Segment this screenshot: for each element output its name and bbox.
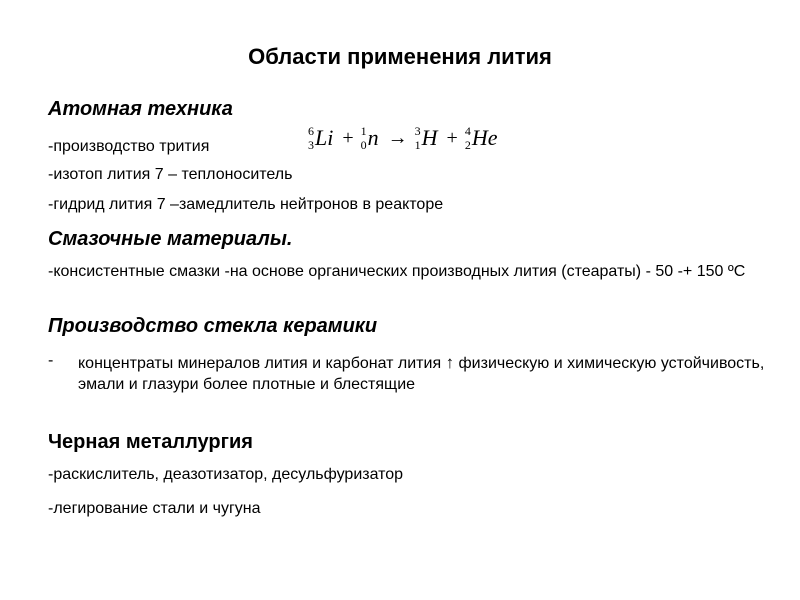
up-arrow-icon: ↑ — [445, 353, 455, 372]
bullet-dash: - — [48, 352, 54, 369]
heading-nuclear: Атомная техника — [48, 98, 233, 120]
lithium-nuclide: 6 3 Li — [308, 124, 334, 152]
neutron-nuclide: 1 0 n — [360, 124, 379, 152]
heading-glass: Производство стекла керамики — [48, 315, 378, 337]
list-item: -раскислитель, деазотизатор, десульфуризатор — [48, 466, 404, 483]
heading-lubricants: Смазочные материалы. — [48, 228, 293, 250]
plus-sign: + — [342, 126, 354, 149]
page-title: Области применения лития — [248, 44, 552, 69]
nuclear-reaction-formula — [308, 124, 499, 160]
list-item: -гидрид лития 7 –замедлитель нейтронов в реакторе — [48, 196, 444, 213]
tritium-nuclide: 3 1 H — [414, 124, 438, 152]
list-item: -изотоп лития 7 – теплоноситель — [48, 166, 293, 183]
reaction-arrow-icon: → — [387, 126, 408, 149]
list-item: концентраты минералов лития и карбонат лития ↑ физическую и химическую устойчивость, эмали и глазури более плотные и блестящие — [78, 353, 765, 393]
helium-nuclide: 4 2 He — [464, 124, 498, 152]
plus-sign: + — [446, 126, 458, 149]
list-item: -легирование стали и чугуна — [48, 500, 261, 517]
list-item: -консистентные смазки -на основе органических производных лития (стеараты) - 50 -+ 150 ºС — [48, 263, 746, 280]
list-item: -производство трития — [48, 138, 210, 155]
heading-metallurgy: Черная металлургия — [48, 431, 253, 453]
